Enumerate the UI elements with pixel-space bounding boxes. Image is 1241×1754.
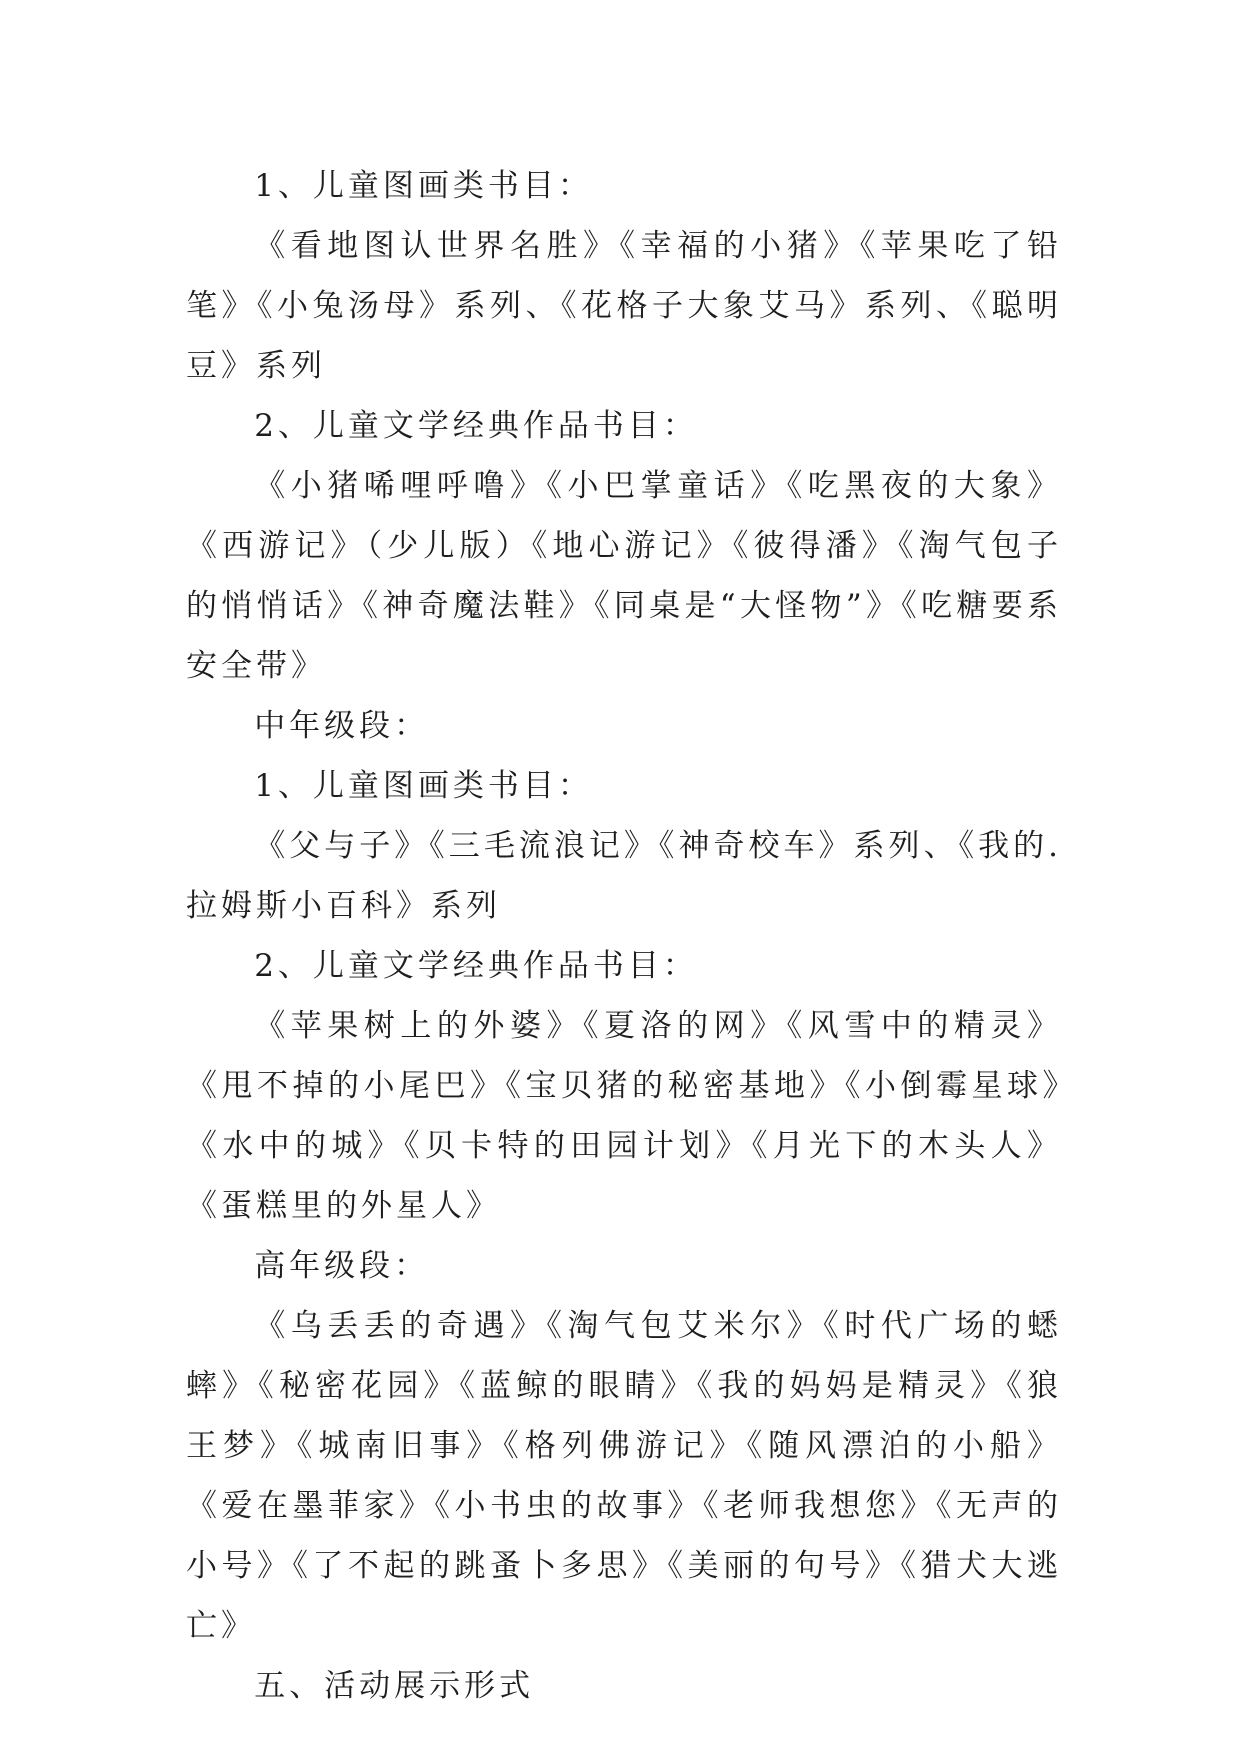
section-activity-display: 五、活动展示形式 — [254, 1668, 535, 1704]
booklist-upper-grade: 《乌丢丢的奇遇》《淘气包艾米尔》《时代广场的蟋蟀》《秘密花园》《蓝鲸的眼睛》《我的妈妈是精灵》《狼王梦》《城南旧事》《格列佛游记》《随风漂泊的小船》《爱在墨菲家》《小书虫的故事》《老师我想您》《无声的小号》《了不起的跳蚤卜多思》《美丽的句号》《猎犬大逃亡》 — [186, 1308, 1062, 1644]
booklist-lower-literature: 《小猪唏哩呼噜》《小巴掌童话》《吃黑夜的大象》《西游记》（少儿版）《地心游记》《彼得潘》《淘气包子的悄悄话》《神奇魔法鞋》《同桌是“大怪物”》《吃糖要系安全带》 — [186, 468, 1062, 684]
heading-middle-picture-books: 1、儿童图画类书目： — [254, 768, 593, 804]
heading-middle-literature: 2、儿童文学经典作品书目： — [254, 948, 698, 984]
booklist-middle-picture-books: 《父与子》《三毛流浪记》《神奇校车》系列、《我的.拉姆斯小百科》系列 — [186, 828, 1062, 924]
section-upper-grade: 高年级段： — [254, 1248, 430, 1284]
section-middle-grade: 中年级段： — [254, 708, 430, 744]
booklist-lower-picture-books: 《看地图认世界名胜》《幸福的小猪》《苹果吃了铅笔》《小兔汤母》系列、《花格子大象艾马》系列、《聪明豆》系列 — [186, 228, 1062, 384]
document-body — [186, 156, 1062, 1716]
heading-lower-literature: 2、儿童文学经典作品书目： — [254, 408, 698, 444]
booklist-middle-literature: 《苹果树上的外婆》《夏洛的网》《风雪中的精灵》《甩不掉的小尾巴》《宝贝猪的秘密基地》《小倒霉星球》《水中的城》《贝卡特的田园计划》《月光下的木头人》《蛋糕里的外星人》 — [186, 1008, 1062, 1224]
heading-lower-picture-books: 1、儿童图画类书目： — [254, 168, 593, 204]
